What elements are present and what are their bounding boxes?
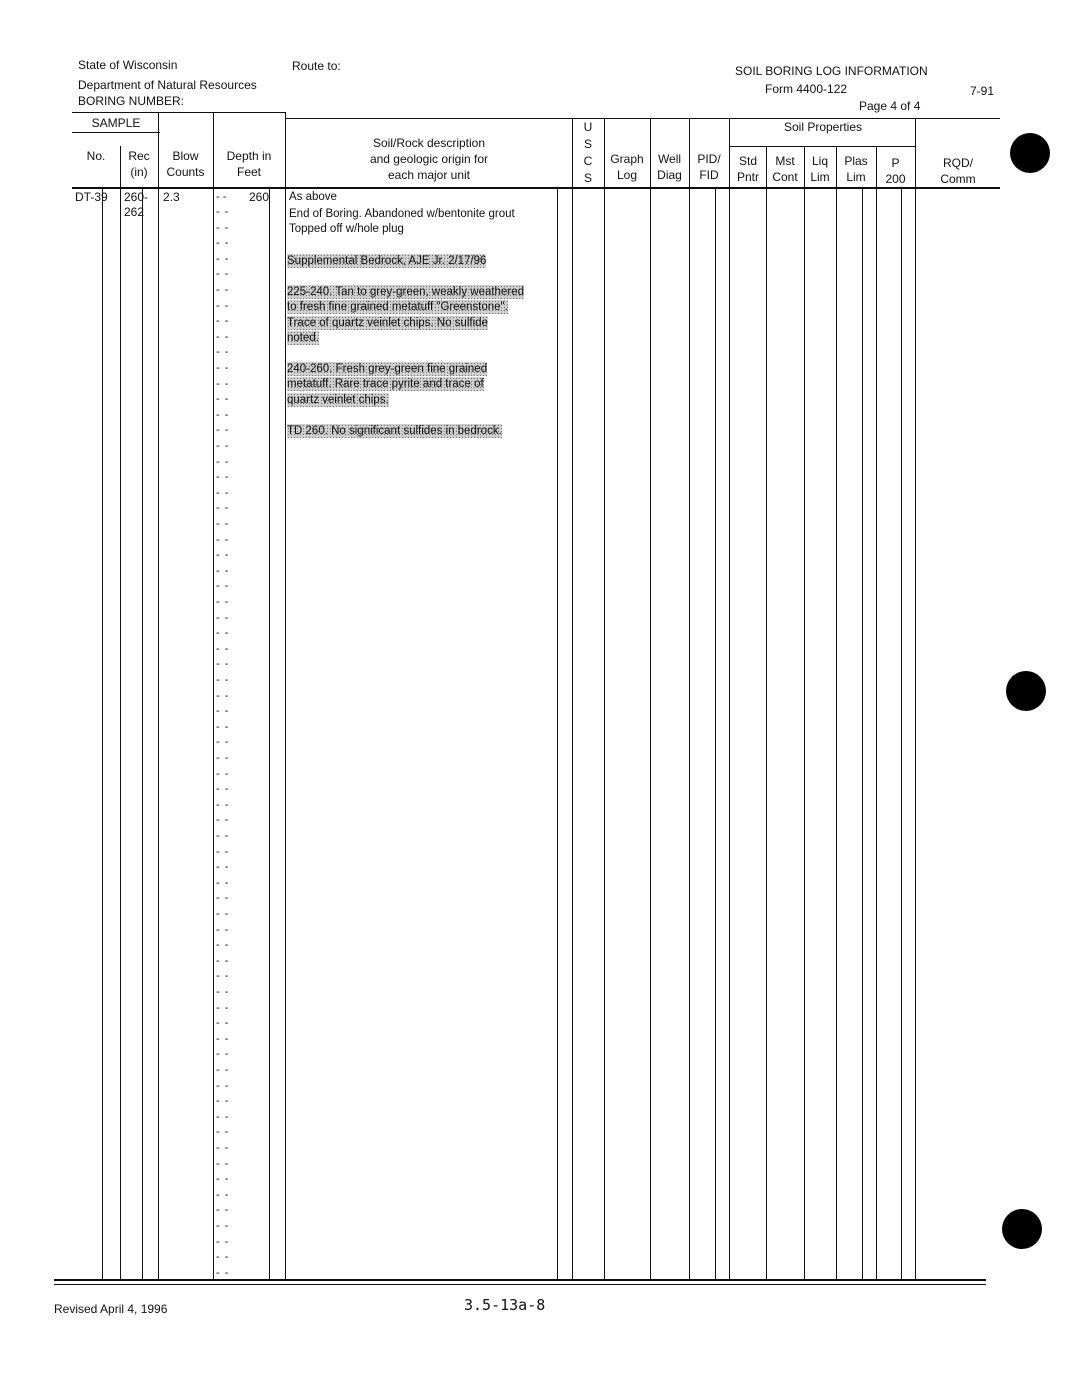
depth-tick-mark: - -	[216, 846, 230, 858]
liq-header-line1: Liq	[811, 154, 828, 168]
rqd-header-line2: Comm	[940, 172, 976, 186]
depth-tick-mark: - -	[216, 596, 230, 608]
liq-lim-header	[804, 153, 836, 185]
sample-header: SAMPLE	[91, 116, 141, 130]
col-line-depth-desc	[285, 112, 286, 1279]
depth-tick-mark: - -	[216, 409, 230, 421]
depth-tick-mark: - -	[216, 1126, 230, 1138]
depth-tick-mark: - -	[216, 643, 230, 655]
depth-tick-mark: - -	[216, 768, 230, 780]
depth-tick-mark: - -	[216, 565, 230, 577]
col-line-left	[102, 188, 103, 1279]
depth-tick-mark: - -	[216, 1173, 230, 1185]
form-number: Form 4400-122	[765, 82, 848, 96]
p-header-line2: 200	[885, 172, 906, 186]
depth-tick-mark: - -	[216, 892, 230, 904]
form-title: SOIL BORING LOG INFORMATION	[735, 64, 928, 78]
depth-tick-mark: - -	[216, 1189, 230, 1201]
depth-tick-mark: - -	[216, 783, 230, 795]
depth-tick-mark: - -	[216, 1080, 230, 1092]
depth-tick-mark: - -	[216, 1111, 230, 1123]
no-header: No.	[86, 149, 106, 163]
depth-tick-mark: - -	[216, 456, 230, 468]
blow-header-line1: Blow	[172, 149, 199, 163]
depth-tick-mark: - -	[216, 861, 230, 873]
note-td-line-1: TD 260. No significant sulfides in bedrock.	[287, 425, 502, 437]
pid-header-line2: FID	[699, 168, 719, 182]
graph-log-header	[604, 151, 650, 183]
page-indicator: Page 4 of 4	[859, 99, 921, 113]
depth-tick-mark: - -	[216, 222, 230, 234]
page-code: 3.5-13a-8	[464, 1296, 546, 1314]
binder-hole-middle	[1006, 671, 1046, 711]
col-line-well-pid	[689, 118, 690, 1279]
graph-header-line1: Graph	[610, 152, 644, 166]
blow-header-line2: Counts	[166, 165, 205, 179]
depth-tick-mark: - -	[216, 424, 230, 436]
blow-count-value: 2.3	[163, 190, 180, 204]
depth-tick-mark: - -	[216, 284, 230, 296]
depth-tick-mark: - -	[216, 1251, 230, 1263]
depth-tick-mark: - -	[216, 658, 230, 670]
depth-header	[213, 148, 285, 180]
soil-properties-header: Soil Properties	[783, 120, 863, 134]
note-225-240-line-4: noted.	[287, 332, 319, 344]
col-line-rec-inner	[142, 188, 143, 1279]
depth-tick-mark: - -	[216, 534, 230, 546]
note-supplemental-line-1: Supplemental Bedrock, AJE Jr. 2/17/96	[287, 255, 487, 267]
depth-tick-mark: - -	[216, 502, 230, 514]
depth-tick-mark: - -	[216, 721, 230, 733]
bottom-line-1	[54, 1279, 986, 1281]
note-240-260-line-3: quartz veinlet chips.	[287, 394, 389, 406]
blow-counts-header	[158, 148, 213, 180]
depth-tick-mark: - -	[216, 752, 230, 764]
header-top-line-left	[72, 112, 286, 113]
desc-line-1: As above	[289, 191, 337, 203]
note-225-240-line-2: to fresh fine grained metatuff "Greenstone".	[287, 301, 508, 313]
col-line-mst-liq	[804, 146, 805, 1279]
depth-tick-mark: - -	[216, 1158, 230, 1170]
depth-tick-mark: - -	[216, 1142, 230, 1154]
note-225-240-line-1: 225-240. Tan to grey-green, weakly weathered	[287, 286, 524, 298]
mst-header-line1: Mst	[775, 154, 795, 168]
binder-hole-bottom	[1002, 1209, 1042, 1249]
uscs-header-c: C	[583, 154, 593, 168]
col-line-rec-blow	[158, 112, 159, 1279]
p-header-line1: P	[891, 156, 900, 170]
depth-tick-mark: - -	[216, 300, 230, 312]
depth-tick-mark: - -	[216, 346, 230, 358]
depth-tick-mark: - -	[216, 1048, 230, 1060]
depth-value: 260	[249, 190, 270, 204]
depth-tick-mark: - -	[216, 908, 230, 920]
depth-tick-mark: - -	[216, 612, 230, 624]
soil-props-underline	[730, 146, 916, 147]
col-line-uscs-graph	[604, 118, 605, 1279]
department-label: Department of Natural Resources	[78, 78, 257, 92]
depth-tick-mark: - -	[216, 331, 230, 343]
depth-tick-mark: - -	[216, 206, 230, 218]
col-line-liq-plas	[836, 146, 837, 1279]
depth-tick-mark: - -	[216, 237, 230, 249]
desc-line-3: Topped off w/hole plug	[289, 223, 404, 235]
rec-value-line2: 262	[124, 205, 145, 219]
col-line-pid-std	[729, 118, 730, 1279]
graph-header-line2: Log	[616, 168, 638, 182]
depth-tick-mark: - -	[216, 970, 230, 982]
pid-header-line1: PID/	[697, 152, 721, 166]
col-line-blow-depth	[213, 112, 214, 1279]
note-225-240-line-3: Trace of quartz veinlet chips. No sulfide	[287, 317, 488, 329]
depth-tick-mark: - -	[216, 674, 230, 686]
liq-header-line2: Lim	[810, 170, 830, 184]
depth-tick-mark: - -	[216, 830, 230, 842]
well-header-line2: Diag	[657, 168, 682, 182]
desc-header-line1: Soil/Rock description	[372, 136, 486, 150]
depth-tick-mark: - -	[216, 924, 230, 936]
depth-tick-mark: - -	[216, 955, 230, 967]
desc-line-2: End of Boring. Abandoned w/bentonite grout	[289, 208, 515, 220]
uscs-header	[572, 119, 604, 187]
boring-number-label: BORING NUMBER:	[78, 94, 185, 108]
p200-header	[876, 155, 915, 187]
depth-tick-mark: - -	[216, 315, 230, 327]
std-pntr-header	[730, 153, 766, 185]
header-bottom-line	[72, 187, 1000, 189]
mst-header-line2: Cont	[772, 170, 798, 184]
state-label: State of Wisconsin	[78, 58, 178, 72]
depth-tick-mark: - -	[216, 939, 230, 951]
col-line-desc-inner	[557, 188, 558, 1279]
depth-tick-mark: - -	[216, 518, 230, 530]
desc-header-line2: and geologic origin for	[369, 152, 489, 166]
rec-header-line1: Rec	[128, 149, 150, 163]
well-header-line1: Well	[657, 152, 682, 166]
depth-tick-mark: - -	[216, 1204, 230, 1216]
depth-tick-mark: - -	[216, 814, 230, 826]
well-diag-header	[650, 151, 689, 183]
uscs-header-u: U	[583, 120, 593, 134]
col-line-plas-p	[876, 146, 877, 1279]
rqd-comm-header	[916, 155, 1000, 187]
std-header-line1: Std	[738, 154, 757, 168]
depth-tick-mark: - -	[216, 253, 230, 265]
depth-tick-mark: - -	[216, 393, 230, 405]
uscs-header-s1: S	[583, 137, 592, 151]
col-line-plas-inner	[862, 188, 863, 1279]
col-line-no-rec	[120, 146, 121, 1279]
col-line-std-mst	[766, 146, 767, 1279]
rec-value-line1: 260-	[124, 190, 149, 204]
rec-header	[120, 148, 158, 180]
uscs-header-s2: S	[583, 171, 592, 185]
depth-tick-mark: - -	[216, 1095, 230, 1107]
depth-tick-mark: - -	[216, 268, 230, 280]
depth-tick-mark: - -	[216, 549, 230, 561]
rqd-header-line1: RQD/	[943, 156, 973, 170]
depth-tick-mark: - -	[216, 877, 230, 889]
depth-tick-mark: - -	[216, 1017, 230, 1029]
col-line-graph-well	[650, 118, 651, 1279]
note-240-260-line-2: metatuff. Rare trace pyrite and trace of	[287, 378, 484, 390]
plas-header-line1: Plas	[844, 154, 868, 168]
depth-tick-mark: - -	[216, 378, 230, 390]
depth-tick-mark: - -	[216, 627, 230, 639]
depth-header-line1: Depth in	[226, 149, 272, 163]
std-header-line2: Pntr	[736, 170, 759, 184]
depth-tick-mark: - -	[216, 986, 230, 998]
depth-tick-mark: - -	[216, 580, 230, 592]
col-line-p-rqd	[915, 118, 916, 1279]
col-line-pid-inner	[715, 188, 716, 1279]
sample-underline	[72, 132, 160, 133]
note-240-260-line-1: 240-260. Fresh grey-green fine grained	[287, 363, 488, 375]
depth-tick-mark: - -	[216, 705, 230, 717]
depth-tick-mark: - -	[216, 487, 230, 499]
rec-header-line2: (in)	[130, 165, 148, 179]
depth-header-line2: Feet	[236, 165, 261, 179]
depth-tick-mark: - -	[216, 1267, 230, 1279]
col-line-depth-inner	[269, 188, 270, 1279]
description-header	[286, 135, 572, 183]
pid-fid-header	[689, 151, 729, 183]
depth-tick-mark: - -	[216, 471, 230, 483]
depth-tick-mark: - -	[216, 1064, 230, 1076]
sample-number: DT-39	[75, 190, 108, 204]
depth-tick-mark: - -	[216, 1033, 230, 1045]
bottom-line-2	[54, 1284, 986, 1285]
depth-tick-mark: - -	[216, 440, 230, 452]
depth-tick-mark: - -	[216, 1002, 230, 1014]
depth-tick-mark: - -	[216, 736, 230, 748]
form-revision: 7-91	[970, 84, 995, 98]
plas-lim-header	[836, 153, 876, 185]
desc-header-line3: each major unit	[387, 168, 471, 182]
depth-tick-mark: - -	[216, 1236, 230, 1248]
revised-date: Revised April 4, 1996	[54, 1302, 168, 1316]
route-to-label: Route to:	[292, 59, 341, 73]
depth-tick-mark: - -	[216, 799, 230, 811]
plas-header-line2: Lim	[846, 170, 866, 184]
col-line-desc-uscs	[572, 118, 573, 1279]
binder-hole-top	[1010, 133, 1050, 173]
depth-tick-mark: - -	[216, 1220, 230, 1232]
mst-cont-header	[766, 153, 804, 185]
depth-tick-mark: - -	[216, 690, 230, 702]
depth-tick-mark: - -	[216, 362, 230, 374]
col-line-p-inner	[901, 188, 902, 1279]
depth-dash-top: - -	[216, 191, 227, 203]
